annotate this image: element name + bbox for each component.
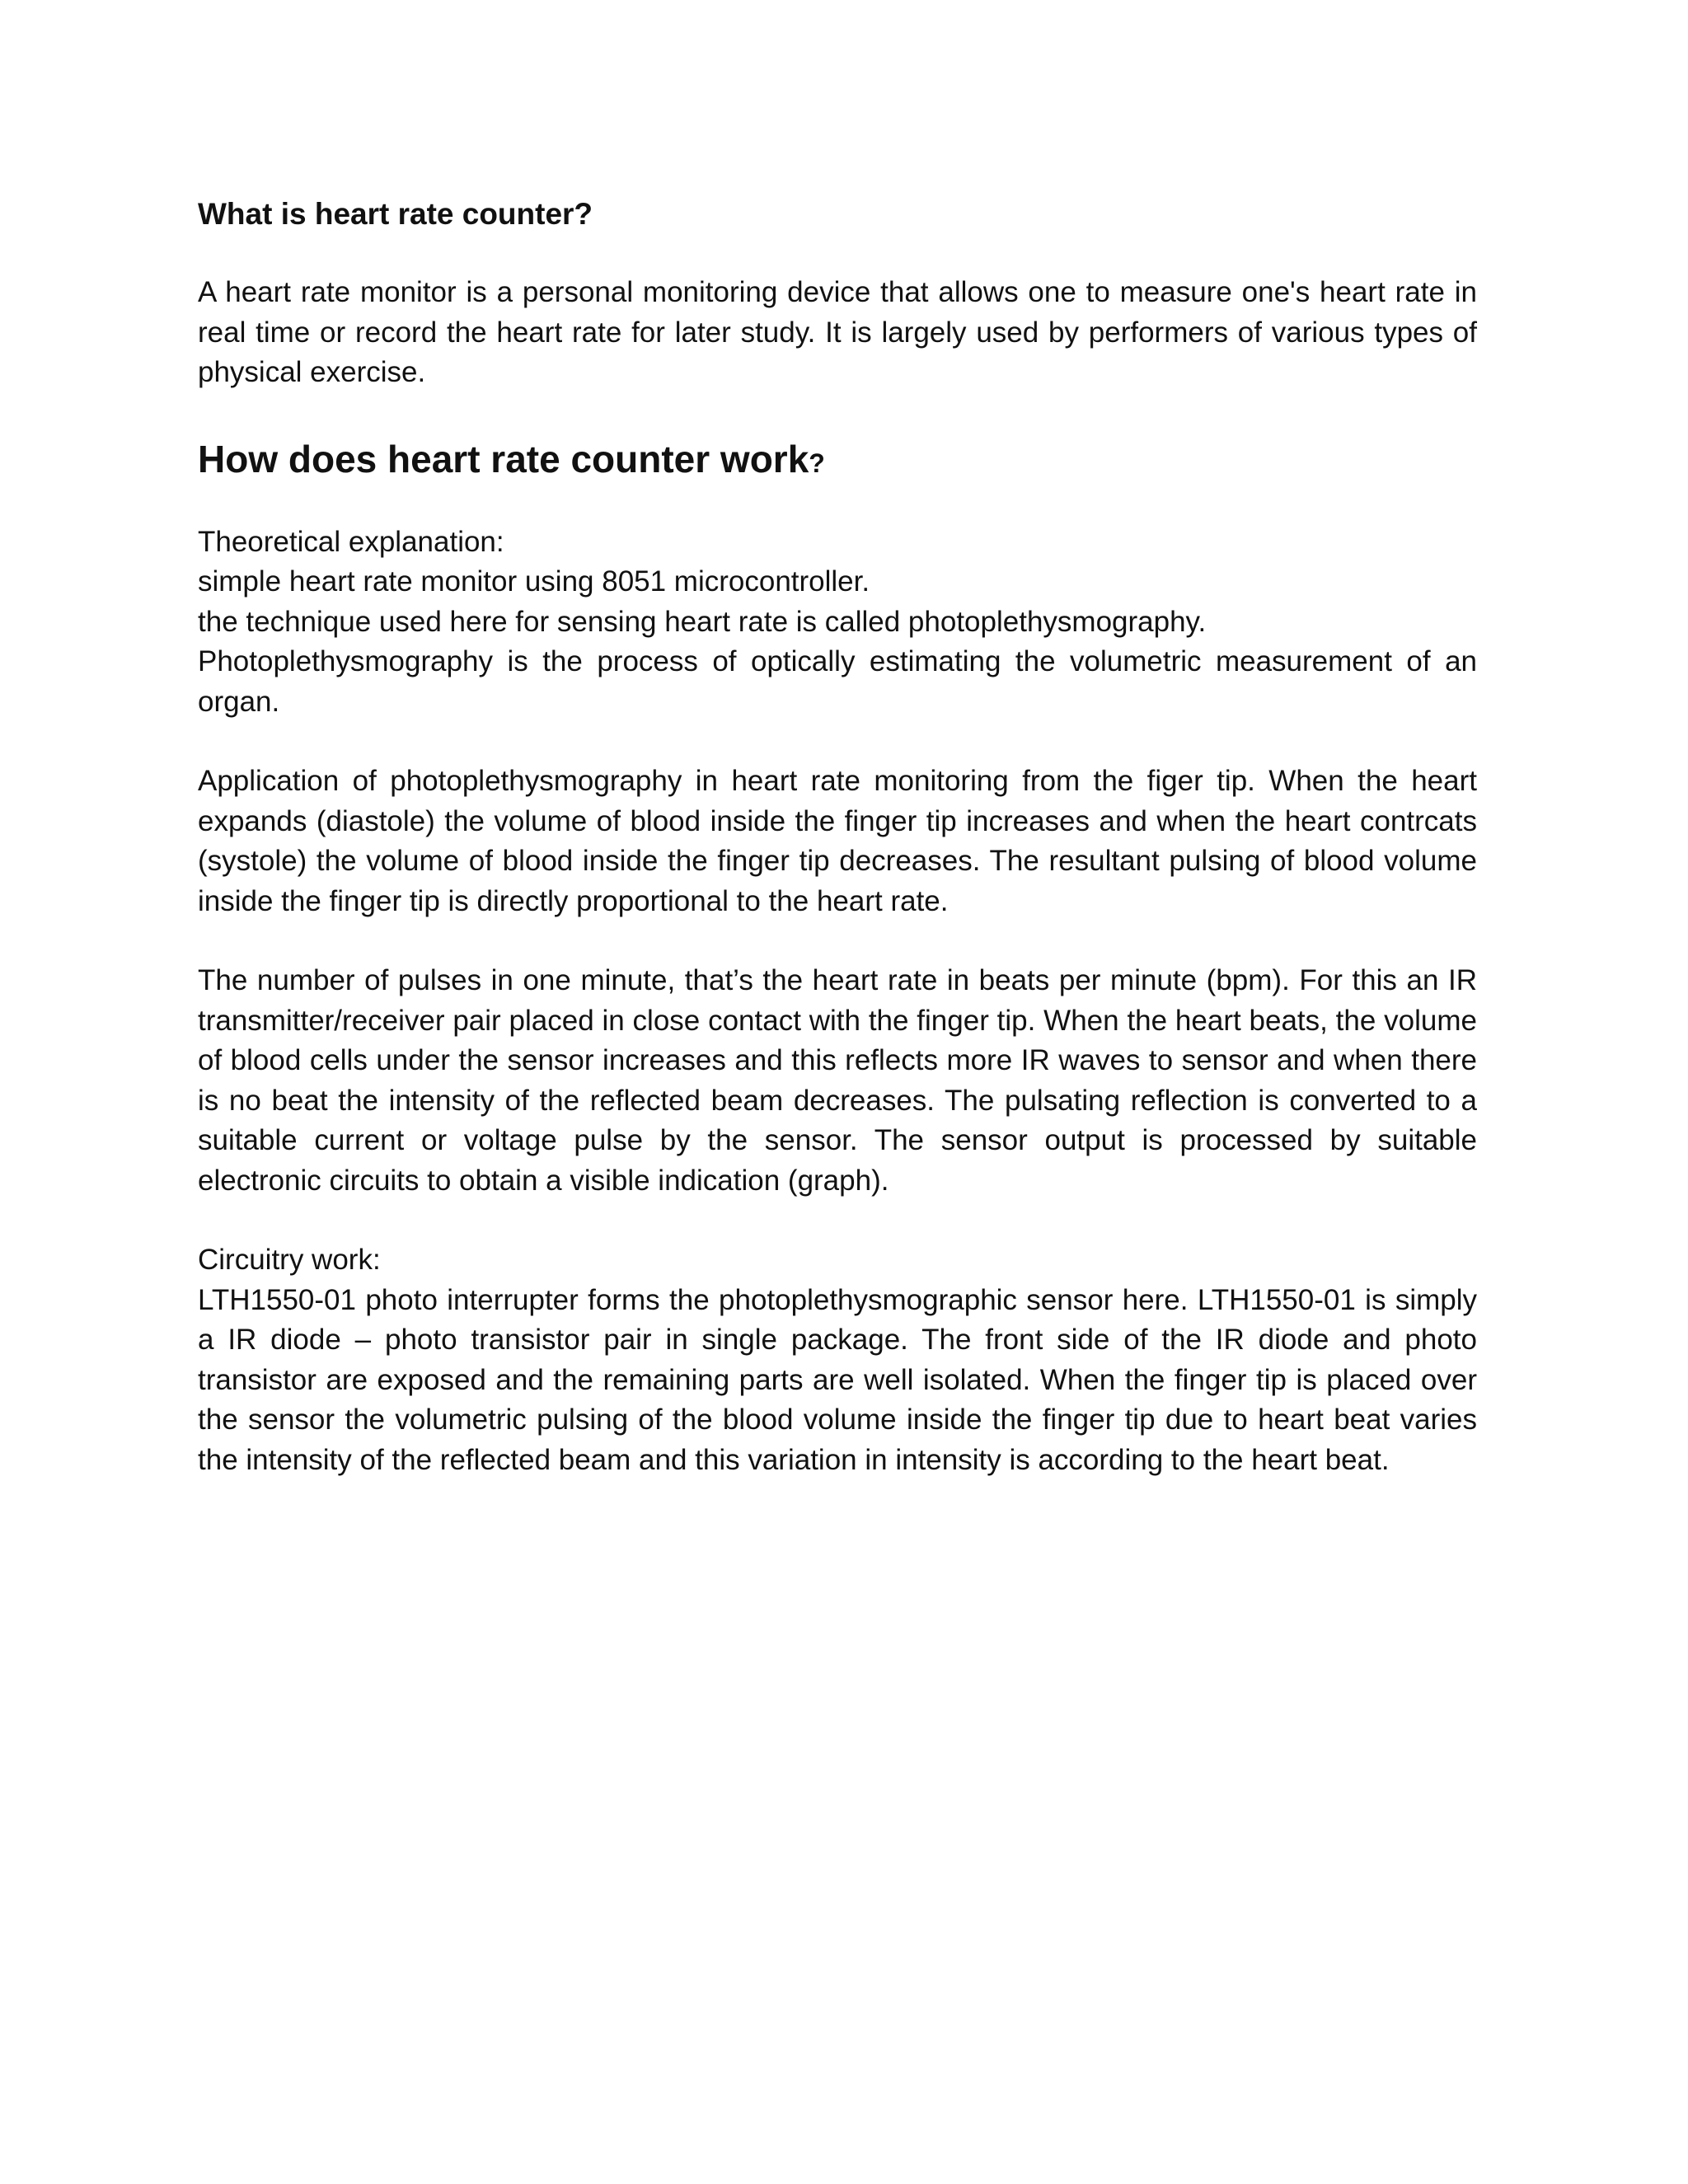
pulses-paragraph: The number of pulses in one minute, that’s the heart rate in beats per minute (bpm). For this an IR transmitter/receiver pair placed in close contact with the finger tip. When the heart beats, the volume of blood cells under the sensor increases and this reflects more IR waves to sensor and when there is no beat the intensity of the reflected beam decreases. The pulsating reflection is converted to a suitable current or voltage pulse by the sensor. The sensor output is processed by suitable electronic circuits to obtain a visible indication (graph). bbox=[198, 964, 1477, 1197]
spacer bbox=[198, 722, 1477, 762]
theory-line-microcontroller: simple heart rate monitor using 8051 microcontroller. bbox=[198, 565, 870, 598]
theoretical-explanation-label: Theoretical explanation: bbox=[198, 525, 504, 558]
theory-line-technique: the technique used here for sensing heart rate is called photoplethysmography. bbox=[198, 605, 1207, 638]
application-paragraph: Application of photoplethysmography in heart rate monitoring from the figer tip. When the heart expands (diastole) the volume of blood inside the finger tip increases and when the heart contrcats (systole) the volume of blood inside the finger tip decreases. The resultant pulsing of blood volume inside the finger tip is directly proportional to the heart rate. bbox=[198, 765, 1477, 917]
spacer bbox=[198, 393, 1477, 434]
spacer bbox=[198, 1201, 1477, 1240]
heading-how-does-it-work bbox=[198, 434, 1477, 488]
theory-line-definition: Photoplethysmography is the process of optically estimating the volumetric measurement of an organ. bbox=[198, 645, 1477, 718]
circuitry-paragraph: LTH1550-01 photo interrupter forms the photoplethysmographic sensor here. LTH1550-01 is simply a IR diode – photo transistor pair in single package. The front side of the IR diode and photo transistor are exposed and the remaining parts are well isolated. When the finger tip is placed over the sensor the volumetric pulsing of the blood volume inside the finger tip due to heart beat varies the intensity of the reflected beam and this variation in intensity is according to the heart beat. bbox=[198, 1283, 1477, 1476]
heading-question-mark: ? bbox=[809, 448, 825, 478]
heading-what-is-heart-rate-counter: What is heart rate counter? bbox=[198, 197, 593, 231]
spacer bbox=[198, 921, 1477, 961]
document-page bbox=[198, 194, 1477, 1480]
intro-paragraph: A heart rate monitor is a personal monitoring device that allows one to measure one's heart rate in real time or record the heart rate for later study. It is largely used by performers of various types of physical exercise. bbox=[198, 276, 1477, 388]
circuitry-work-label: Circuitry work: bbox=[198, 1244, 381, 1276]
heading-how-does-it-work-text: How does heart rate counter work bbox=[198, 437, 809, 480]
